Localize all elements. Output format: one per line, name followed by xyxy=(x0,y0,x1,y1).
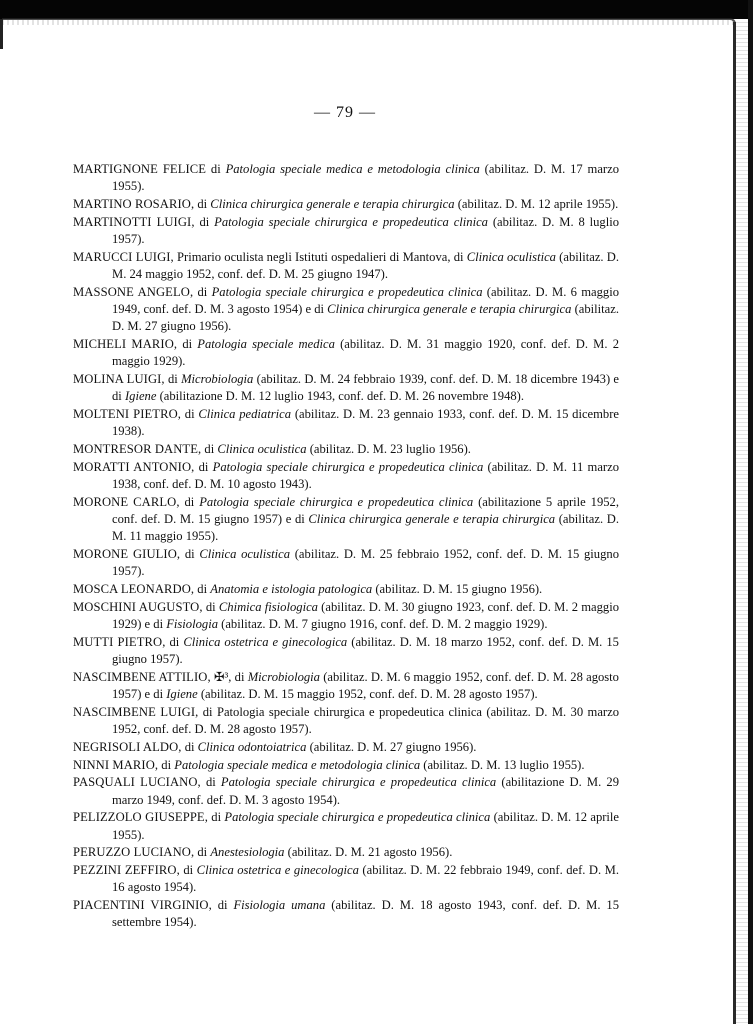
subject: Patologia speciale medica e metodologia clinica xyxy=(174,757,421,772)
person-name: PEZZINI ZEFFIRO, xyxy=(73,863,180,878)
entry-text: di xyxy=(165,634,184,649)
subject: Clinica ostetrica e ginecologica xyxy=(196,863,359,878)
person-name: PELIZZOLO GIUSEPPE, xyxy=(73,810,208,825)
list-item xyxy=(73,757,619,774)
entry-text: di xyxy=(201,442,218,456)
person-name: MOSCHINI AUGUSTO, xyxy=(73,599,203,614)
subject: Clinica chirurgica generale e terapia chirurgica xyxy=(308,512,556,526)
entry-text: di Patologia speciale chirurgica e propedeutica clinica (abilitaz. D. M. 30 marzo 1952, conf. def. D. M. 28 agosto 1957). xyxy=(112,704,619,736)
entry-text: (abilitaz. D. M. 6 maggio 1952, conf. def. D. M. 28 agosto 1957) e di xyxy=(112,669,619,701)
person-name: MORONE CARLO, xyxy=(73,494,180,509)
entry-text: di xyxy=(179,494,200,509)
subject: Microbiologia xyxy=(247,669,320,684)
subject: Patologia speciale chirurgica e propedeutica clinica xyxy=(224,810,491,825)
subject: Chimica fisiologica xyxy=(218,599,318,614)
entry-text: (abilitazione D. M. 29 marzo 1949, conf. def. D. M. 3 agosto 1954). xyxy=(112,775,619,807)
entry-text: (abilitaz. D. M. 12 aprile 1955). xyxy=(112,810,620,842)
entry-text: (abilitaz. D. M. 7 giugno 1916, conf. def. D. M. 2 maggio 1929). xyxy=(218,617,548,631)
list-item xyxy=(73,371,619,405)
entry-text: (abilitaz. D. M. 12 aprile 1955). xyxy=(454,197,619,211)
entry-text: di xyxy=(180,547,200,561)
entry-text: (abilitaz. D. M. 27 giugno 1956). xyxy=(306,739,477,754)
list-item xyxy=(73,459,619,493)
entry-text: di xyxy=(194,459,213,474)
entry-text: di xyxy=(202,599,219,614)
person-name: MONTRESOR DANTE, xyxy=(73,442,202,456)
entry-text: di xyxy=(194,214,215,229)
person-name: MARTINOTTI LUIGI, xyxy=(73,214,195,229)
entry-text: Primario oculista negli Istituti ospedalieri di Mantova, di xyxy=(173,249,467,264)
entry-text: (abilitaz. D. M. 24 febbraio 1939, conf. def. D. M. 18 dicembre 1943) e di xyxy=(112,372,620,404)
entry-text: di xyxy=(194,845,211,860)
entry-text: di xyxy=(179,863,197,878)
person-name: NINNI MARIO, xyxy=(73,757,159,772)
list-item xyxy=(73,441,619,458)
entry-list xyxy=(73,161,619,932)
entry-text: di xyxy=(207,810,225,825)
entry-text: (abilitazione D. M. 12 luglio 1943, conf. def. D. M. 26 novembre 1948). xyxy=(156,389,525,404)
subject: Clinica oculistica xyxy=(199,547,291,561)
list-item xyxy=(73,897,619,931)
subject: Patologia speciale chirurgica e propedeutica clinica xyxy=(212,459,484,474)
entry-text: ✠³, di xyxy=(210,669,248,684)
person-name: MORONE GIULIO, xyxy=(73,547,181,561)
entry-text: di xyxy=(211,898,234,913)
page-number: — 79 — xyxy=(314,104,376,121)
entry-text: (abilitaz. D. M. 25 febbraio 1952, conf. def. D. M. 15 giugno 1957). xyxy=(112,547,619,579)
entry-text: di xyxy=(164,372,182,386)
entry-text: di xyxy=(181,407,199,421)
subject: Igiene xyxy=(124,389,157,404)
entry-text: (abilitaz. D. M. 21 agosto 1956). xyxy=(284,845,453,860)
entry-text: di xyxy=(181,739,198,754)
person-name: MUTTI PIETRO, xyxy=(73,634,166,649)
list-item xyxy=(73,546,619,580)
list-item xyxy=(73,196,619,213)
subject: Clinica ostetrica e ginecologica xyxy=(183,634,348,649)
person-name: MARTINO ROSARIO, xyxy=(73,197,195,211)
list-item xyxy=(73,634,619,668)
subject: Clinica odontoiatrica xyxy=(197,739,307,754)
person-name: MARUCCI LUIGI, xyxy=(73,249,174,264)
entry-text: (abilitaz. D. M. 30 giugno 1923, conf. def. D. M. 2 maggio 1929) e di xyxy=(112,599,620,631)
person-name: NASCIMBENE ATTILIO, xyxy=(73,669,211,684)
scan-top-border xyxy=(0,0,753,19)
list-item xyxy=(73,862,619,896)
list-item xyxy=(73,494,619,546)
list-item xyxy=(73,214,619,248)
list-item xyxy=(73,249,619,283)
entry-text: (abilitaz. D. M. 18 agosto 1943, conf. def. D. M. 15 settembre 1954). xyxy=(112,898,620,930)
entry-text: di xyxy=(177,337,198,351)
entry-text: (abilitaz. D. M. 8 luglio 1957). xyxy=(112,214,620,246)
entry-text: (abilitaz. D. M. 6 maggio 1949, conf. def. D. M. 3 agosto 1954) e di xyxy=(112,284,620,316)
list-item xyxy=(73,844,619,861)
list-item xyxy=(73,669,619,703)
subject: Anatomia e istologia patologica xyxy=(210,582,373,596)
page-left-edge xyxy=(0,19,3,49)
subject: Patologia speciale chirurgica e propedeutica clinica xyxy=(220,775,497,790)
person-name: MOLINA LUIGI, xyxy=(73,372,165,386)
entry-text: (abilitaz. D. M. 31 maggio 1920, conf. def. D. M. 2 maggio 1929). xyxy=(112,337,619,369)
subject: Fisiologia umana xyxy=(233,898,326,913)
person-name: NASCIMBENE LUIGI, xyxy=(73,704,199,719)
entry-text: (abilitaz. D. M. 11 marzo 1938, conf. def. D. M. 10 agosto 1943). xyxy=(112,459,620,491)
entry-text: (abilitaz. D. M. 23 luglio 1956). xyxy=(306,442,471,456)
person-name: NEGRISOLI ALDO, xyxy=(73,739,182,754)
entry-text: (abilitaz. D. M. 15 giugno 1956). xyxy=(372,582,543,596)
subject: Patologia speciale chirurgica e propedeutica clinica xyxy=(211,284,483,299)
subject: Fisiologia xyxy=(166,617,218,631)
list-item xyxy=(73,704,619,738)
person-name: PERUZZO LUCIANO, xyxy=(73,845,195,860)
subject: Patologia speciale medica xyxy=(197,337,335,351)
entry-text: di xyxy=(158,757,175,772)
entry-text: di xyxy=(206,162,226,176)
list-item xyxy=(73,161,619,195)
person-name: PIACENTINI VIRGINIO, xyxy=(73,898,212,913)
entry-text: di xyxy=(200,775,221,790)
list-item xyxy=(73,284,619,336)
subject: Clinica chirurgica generale e terapia chirurgica xyxy=(327,302,572,316)
subject: Clinica oculistica xyxy=(217,442,307,456)
entry-text: (abilitaz. D. M. 24 maggio 1952, conf. def. D. M. 25 giugno 1947). xyxy=(112,249,620,281)
entry-text: (abilitaz. D. M. 18 marzo 1952, conf. def. D. M. 15 giugno 1957). xyxy=(112,634,619,666)
subject: Clinica oculistica xyxy=(466,249,556,264)
entry-text: (abilitaz. D. M. 17 marzo 1955). xyxy=(112,162,620,194)
entry-text: (abilitaz. D. M. 11 maggio 1955). xyxy=(112,512,620,544)
person-name: MASSONE ANGELO, xyxy=(73,284,194,299)
person-name: MOSCA LEONARDO, xyxy=(73,582,195,596)
entry-text: (abilitaz. D. M. 15 maggio 1952, conf. def. D. M. 28 agosto 1957). xyxy=(197,687,538,701)
entry-text: di xyxy=(194,197,211,211)
page-top-edge xyxy=(2,18,736,25)
person-name: MORATTI ANTONIO, xyxy=(73,459,195,474)
entry-text: (abilitaz. D. M. 27 giugno 1956). xyxy=(112,302,620,334)
list-item xyxy=(73,406,619,440)
subject: Anestesiologia xyxy=(210,845,285,860)
subject: Clinica chirurgica generale e terapia chirurgica xyxy=(210,197,455,211)
scan-right-margin xyxy=(736,22,748,1024)
list-item xyxy=(73,809,619,843)
scan-right-border xyxy=(748,0,753,1024)
list-item xyxy=(73,774,619,808)
list-item xyxy=(73,336,619,370)
person-name: MARTIGNONE FELICE xyxy=(73,162,207,176)
subject: Microbiologia xyxy=(181,372,254,386)
subject: Patologia speciale medica e metodologia clinica xyxy=(225,162,480,176)
entry-text: (abilitaz. D. M. 13 luglio 1955). xyxy=(420,757,585,772)
list-item xyxy=(73,599,619,633)
person-name: MOLTENI PIETRO, xyxy=(73,407,182,421)
entry-text: di xyxy=(193,284,212,299)
entry-text: (abilitaz. D. M. 22 febbraio 1949, conf. def. D. M. 16 agosto 1954). xyxy=(112,863,619,895)
subject: Igiene xyxy=(166,687,198,701)
list-item xyxy=(73,739,619,756)
entry-text: (abilitaz. D. M. 23 gennaio 1933, conf. def. D. M. 15 dicembre 1938). xyxy=(112,407,619,439)
person-name: PASQUALI LUCIANO, xyxy=(73,775,201,790)
subject: Patologia speciale chirurgica e propedeutica clinica xyxy=(199,494,474,509)
subject: Patologia speciale chirurgica e propedeutica clinica xyxy=(214,214,488,229)
person-name: MICHELI MARIO, xyxy=(73,337,178,351)
entry-text: (abilitazione 5 aprile 1952, conf. def. D. M. 15 giugno 1957) e di xyxy=(112,494,619,526)
subject: Clinica pediatrica xyxy=(198,407,292,421)
entry-text: di xyxy=(194,582,211,596)
list-item xyxy=(73,581,619,598)
